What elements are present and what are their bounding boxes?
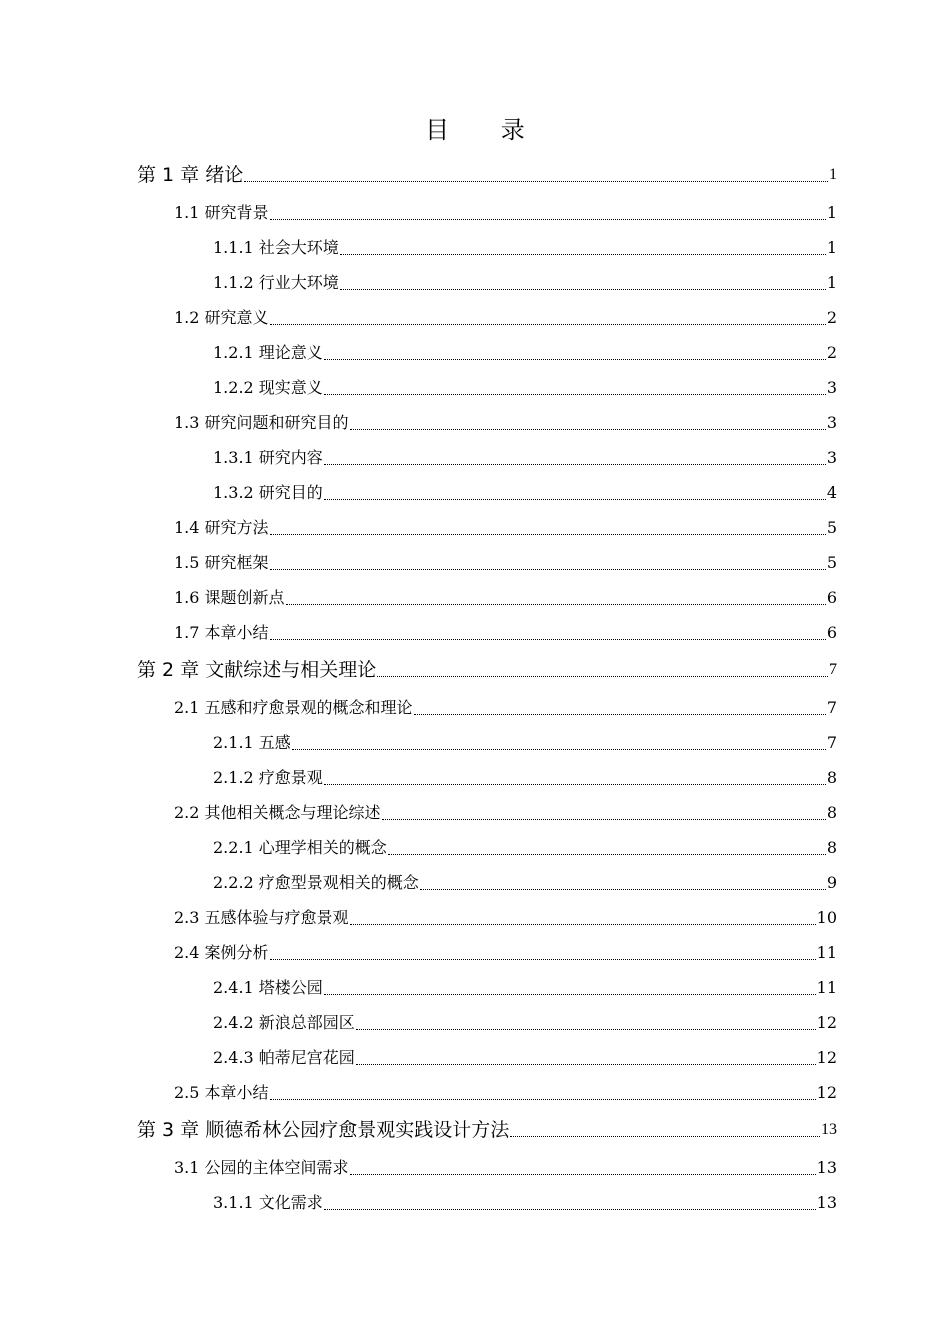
toc-entry-page-number: 7	[829, 661, 837, 678]
toc-entry-level-1[interactable]	[137, 160, 837, 186]
toc-entry-level-3[interactable]	[213, 373, 837, 399]
toc-entry-level-3[interactable]	[213, 338, 837, 364]
toc-entry-text: 2.1.2 疗愈景观	[213, 767, 323, 787]
dot-leader	[286, 603, 826, 605]
toc-entry-level-3[interactable]	[213, 973, 837, 999]
toc-entry-level-3[interactable]	[213, 728, 837, 754]
toc-entry-level-2[interactable]	[174, 1153, 837, 1179]
toc-entry-page-number: 5	[826, 517, 837, 537]
toc-entry-text: 2.1.1 五感	[213, 732, 291, 752]
toc-entry-level-2[interactable]	[174, 798, 837, 824]
toc-entry-page-number: 11	[816, 942, 837, 962]
toc-entry-level-2[interactable]	[174, 1078, 837, 1104]
toc-entry-page-number: 12	[816, 1012, 837, 1032]
toc-entry-text: 2.4.3 帕蒂尼宫花园	[213, 1047, 355, 1067]
toc-entry-text: 1.2.1 理论意义	[213, 342, 323, 362]
dot-leader	[324, 783, 826, 785]
dot-leader	[324, 393, 826, 395]
dot-leader	[377, 675, 828, 677]
toc-entry-text: 2.1 五感和疗愈景观的概念和理论	[174, 697, 413, 717]
toc-entry-text: 2.3 五感体验与疗愈景观	[174, 907, 349, 927]
toc-entry-page-number: 12	[816, 1047, 837, 1067]
toc-entry-level-2[interactable]	[174, 903, 837, 929]
dot-leader	[340, 253, 826, 255]
dot-leader	[324, 358, 826, 360]
toc-entry-page-number: 9	[826, 872, 837, 892]
toc-entry-text: 1.1.1 社会大环境	[213, 237, 339, 257]
dot-leader	[324, 993, 816, 995]
dot-leader	[340, 288, 826, 290]
dot-leader	[350, 1173, 816, 1175]
toc-entry-page-number: 3	[826, 377, 837, 397]
toc-entry-level-3[interactable]	[213, 763, 837, 789]
toc-entry-text: 第 1 章 绪论	[137, 164, 244, 186]
toc-entry-text: 2.4.2 新浪总部园区	[213, 1012, 355, 1032]
toc-entry-text: 3.1 公园的主体空间需求	[174, 1157, 349, 1177]
toc-entry-page-number: 13	[816, 1192, 837, 1212]
toc-entry-page-number: 7	[826, 697, 837, 717]
dot-leader	[270, 218, 826, 220]
toc-entry-text: 第 2 章 文献综述与相关理论	[137, 659, 377, 681]
toc-entry-text: 3.1.1 文化需求	[213, 1192, 323, 1212]
toc-entry-page-number: 8	[826, 837, 837, 857]
dot-leader	[324, 498, 826, 500]
toc-entry-level-3[interactable]	[213, 1188, 837, 1214]
dot-leader	[270, 323, 826, 325]
toc-entry-level-2[interactable]	[174, 548, 837, 574]
toc-entry-page-number: 2	[826, 342, 837, 362]
dot-leader	[270, 638, 826, 640]
toc-entry-page-number: 1	[826, 237, 837, 257]
toc-entry-level-2[interactable]	[174, 408, 837, 434]
toc-entry-page-number: 6	[826, 622, 837, 642]
toc-entry-page-number: 8	[826, 767, 837, 787]
toc-entry-level-3[interactable]	[213, 868, 837, 894]
toc-entry-text: 2.4.1 塔楼公园	[213, 977, 323, 997]
toc-entry-page-number: 1	[829, 166, 837, 183]
toc-entry-text: 1.3.1 研究内容	[213, 447, 323, 467]
toc-entry-page-number: 8	[826, 802, 837, 822]
toc-entry-text: 2.4 案例分析	[174, 942, 269, 962]
dot-leader	[350, 923, 816, 925]
toc-entry-level-3[interactable]	[213, 1008, 837, 1034]
toc-entry-text: 2.5 本章小结	[174, 1082, 269, 1102]
toc-entry-level-3[interactable]	[213, 833, 837, 859]
toc-entry-level-1[interactable]	[137, 655, 837, 681]
dot-leader	[270, 533, 826, 535]
toc-entry-text: 1.4 研究方法	[174, 517, 269, 537]
toc-entry-page-number: 12	[816, 1082, 837, 1102]
dot-leader	[350, 428, 826, 430]
dot-leader	[324, 1208, 816, 1210]
toc-entry-page-number: 13	[821, 1121, 837, 1138]
dot-leader	[270, 568, 826, 570]
dot-leader	[388, 853, 826, 855]
toc-entry-text: 2.2.2 疗愈型景观相关的概念	[213, 872, 419, 892]
dot-leader	[270, 958, 816, 960]
toc-entry-level-3[interactable]	[213, 443, 837, 469]
toc-entry-text: 1.1.2 行业大环境	[213, 272, 339, 292]
toc-entry-page-number: 7	[826, 732, 837, 752]
toc-entry-text: 2.2 其他相关概念与理论综述	[174, 802, 381, 822]
toc-entry-level-3[interactable]	[213, 478, 837, 504]
toc-entry-page-number: 6	[826, 587, 837, 607]
toc-entry-page-number: 5	[826, 552, 837, 572]
toc-title: 目 录	[425, 116, 547, 144]
dot-leader	[356, 1063, 816, 1065]
toc-entry-page-number: 10	[816, 907, 837, 927]
dot-leader	[324, 463, 826, 465]
toc-entry-level-1[interactable]	[137, 1115, 837, 1141]
toc-entry-level-3[interactable]	[213, 1043, 837, 1069]
toc-entry-level-2[interactable]	[174, 513, 837, 539]
toc-entry-text: 第 3 章 顺德希林公园疗愈景观实践设计方法	[137, 1119, 510, 1141]
dot-leader	[420, 888, 826, 890]
toc-entry-level-3[interactable]	[213, 268, 837, 294]
dot-leader	[382, 818, 826, 820]
toc-entry-text: 1.3 研究问题和研究目的	[174, 412, 349, 432]
toc-entry-page-number: 13	[816, 1157, 837, 1177]
toc-entry-page-number: 11	[816, 977, 837, 997]
toc-entry-text: 2.2.1 心理学相关的概念	[213, 837, 387, 857]
toc-entry-page-number: 1	[826, 272, 837, 292]
toc-entry-level-2[interactable]	[174, 693, 837, 719]
toc-entry-level-2[interactable]	[174, 618, 837, 644]
toc-entry-text: 1.1 研究背景	[174, 202, 269, 222]
toc-entry-level-2[interactable]	[174, 198, 837, 224]
dot-leader	[414, 713, 826, 715]
toc-entry-page-number: 3	[826, 447, 837, 467]
toc-entry-text: 1.3.2 研究目的	[213, 482, 323, 502]
toc-entry-level-3[interactable]	[213, 233, 837, 259]
dot-leader	[356, 1028, 816, 1030]
dot-leader	[244, 180, 828, 182]
dot-leader	[510, 1135, 820, 1137]
toc-entry-level-2[interactable]	[174, 583, 837, 609]
toc-entry-text: 1.2 研究意义	[174, 307, 269, 327]
toc-entry-page-number: 1	[826, 202, 837, 222]
dot-leader	[292, 748, 826, 750]
toc-entry-level-2[interactable]	[174, 303, 837, 329]
toc-entry-page-number: 2	[826, 307, 837, 327]
toc-entry-text: 1.2.2 现实意义	[213, 377, 323, 397]
toc-entry-level-2[interactable]	[174, 938, 837, 964]
toc-entry-page-number: 4	[826, 482, 837, 502]
toc-entry-text: 1.6 课题创新点	[174, 587, 285, 607]
toc-entry-page-number: 3	[826, 412, 837, 432]
dot-leader	[270, 1098, 816, 1100]
toc-entry-text: 1.7 本章小结	[174, 622, 269, 642]
toc-entry-text: 1.5 研究框架	[174, 552, 269, 572]
